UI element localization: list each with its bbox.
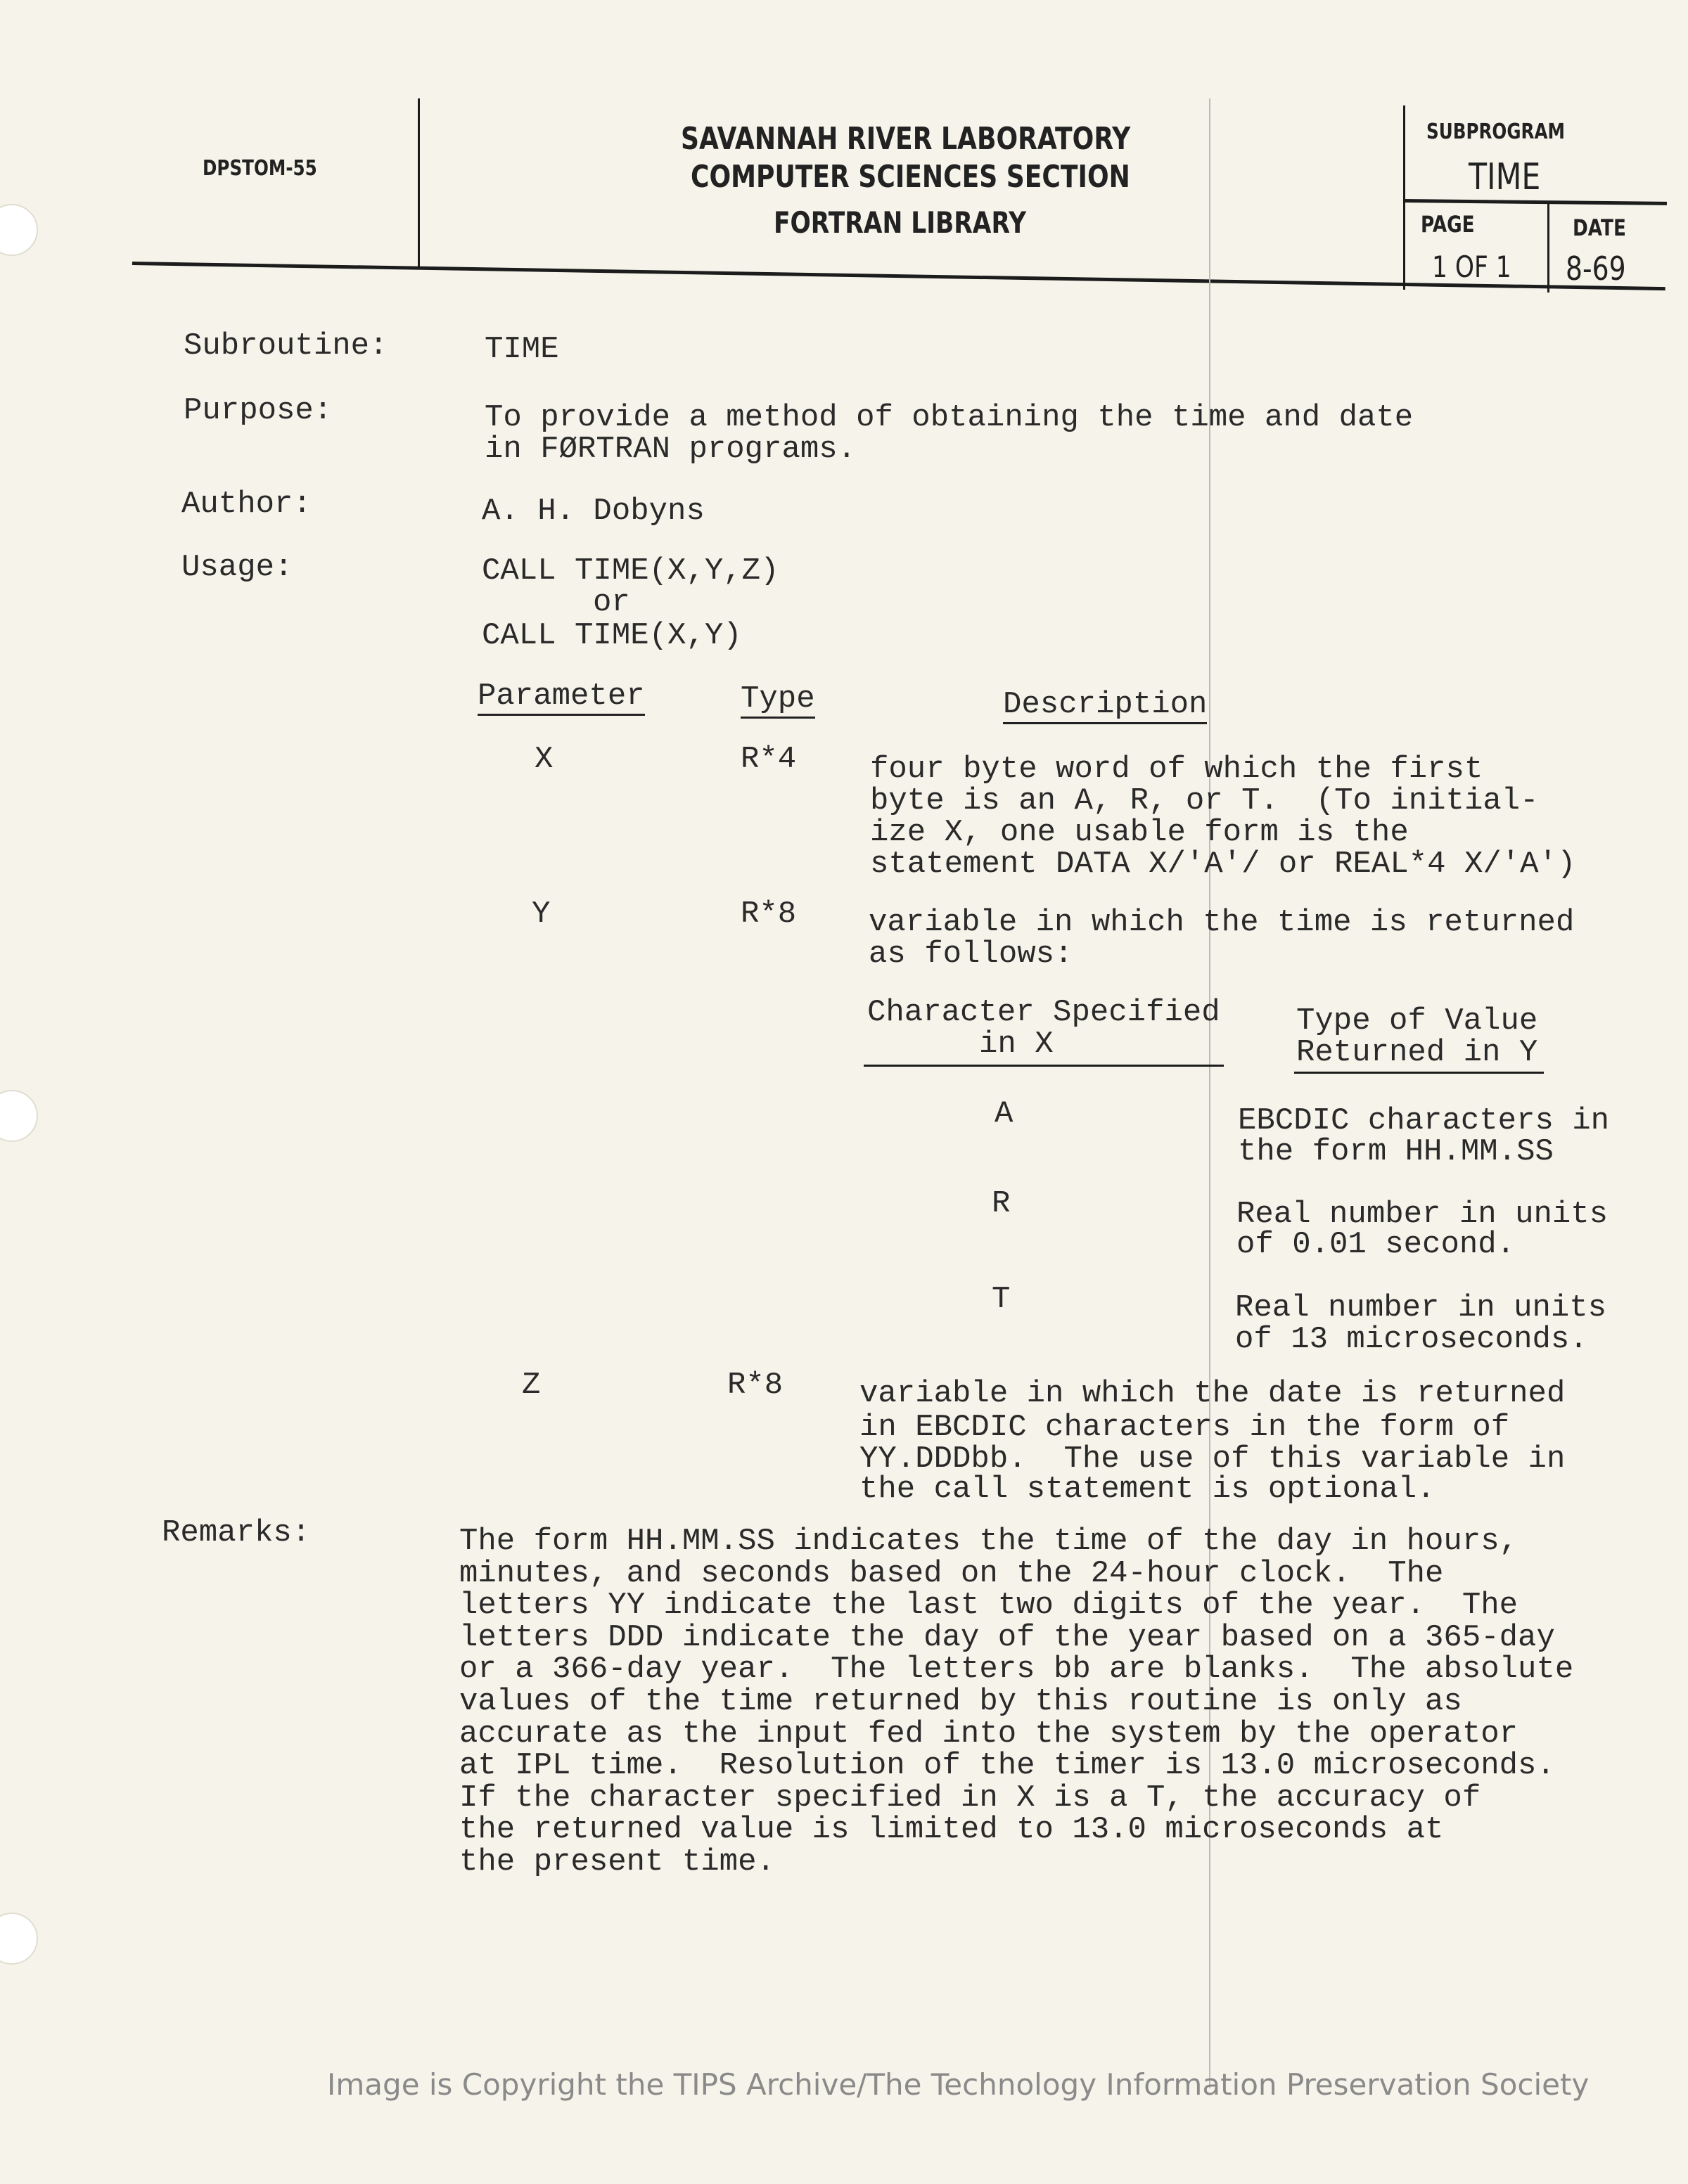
remarks-line: letters YY indicate the last two digits of the year. The (459, 1588, 1518, 1624)
value-desc: the form HH.MM.SS (1238, 1134, 1554, 1169)
remarks-line: If the character specified in X is a T, the accuracy of (459, 1780, 1481, 1816)
value-header: Returned in Y (1296, 1035, 1538, 1070)
param-desc: in EBCDIC characters in the form of (859, 1410, 1510, 1445)
date-label: DATE (1573, 214, 1626, 241)
param-name: X (535, 742, 554, 777)
value-desc: Real number in units (1236, 1197, 1609, 1232)
purpose-label: Purpose: (184, 393, 333, 428)
usage-call: CALL TIME(X,Y,Z) (482, 553, 779, 589)
punch-hole (0, 1913, 38, 1965)
org-line: FORTRAN LIBRARY (774, 205, 1027, 240)
divider (418, 98, 420, 269)
copyright-watermark: Image is Copyright the TIPS Archive/The Technology Information Preservation Society (327, 2067, 1590, 2102)
remarks-line: values of the time returned by this routine is only as (459, 1684, 1462, 1719)
divider (1403, 199, 1667, 205)
org-line: COMPUTER SCIENCES SECTION (691, 159, 1130, 195)
value-desc: of 0.01 second. (1236, 1227, 1516, 1262)
char-value: R (992, 1186, 1011, 1221)
remarks-line: The form HH.MM.SS indicates the time of the day in hours, (459, 1524, 1518, 1559)
remarks-line: accurate as the input fed into the system by the operator (459, 1716, 1518, 1752)
type-header: Type (741, 683, 815, 719)
subroutine-label: Subroutine: (184, 328, 388, 364)
remarks-line: the returned value is limited to 13.0 microseconds at (459, 1812, 1444, 1848)
description-header: Description (1003, 689, 1207, 724)
char-header: in X (979, 1027, 1054, 1062)
param-desc: YY.DDDbb. The use of this variable in (859, 1441, 1566, 1477)
subroutine-value: TIME (485, 332, 559, 367)
param-header: Parameter (478, 681, 645, 716)
param-desc: variable in which the date is returned (859, 1376, 1566, 1411)
param-desc: byte is an A, R, or T. (To initial- (870, 783, 1539, 818)
subprogram-value: TIME (1469, 156, 1541, 198)
subprogram-label: SUBPROGRAM (1426, 120, 1565, 144)
subtable-rule (864, 1065, 1224, 1067)
param-desc: variable in which the time is returned (869, 905, 1575, 940)
param-type: R*4 (741, 742, 797, 777)
page-label: PAGE (1421, 211, 1475, 238)
remarks-line: the present time. (459, 1844, 775, 1880)
value-desc: EBCDIC characters in (1238, 1103, 1610, 1138)
param-desc: four byte word of which the first (870, 752, 1483, 787)
param-desc: ize X, one usable form is the (870, 815, 1409, 850)
param-type: R*8 (727, 1368, 784, 1403)
usage-label: Usage: (181, 550, 293, 585)
remarks-line: or a 366-day year. The letters bb are blanks. The absolute (459, 1652, 1574, 1688)
org-line: SAVANNAH RIVER LABORATORY (681, 121, 1131, 157)
subtable-rule (1294, 1072, 1544, 1074)
remarks-line: letters DDD indicate the day of the year based on a 365-day (459, 1619, 1555, 1655)
divider (1547, 203, 1549, 293)
value-header: Type of Value (1296, 1003, 1538, 1039)
author-label: Author: (181, 487, 312, 522)
param-desc: as follows: (869, 937, 1073, 972)
doc-number: DPSTOM-55 (203, 156, 317, 181)
value-desc: of 13 microseconds. (1235, 1322, 1588, 1357)
divider (1403, 105, 1405, 290)
punch-hole (0, 1090, 38, 1142)
param-name: Z (522, 1368, 541, 1403)
param-type: R*8 (741, 897, 797, 932)
purpose-text: in FØRTRAN programs. (485, 432, 857, 467)
char-value: T (992, 1282, 1011, 1317)
purpose-text: To provide a method of obtaining the time and date (485, 400, 1414, 435)
page-value: 1 OF 1 (1432, 250, 1511, 284)
punch-hole (0, 204, 38, 256)
value-desc: Real number in units (1235, 1290, 1607, 1325)
date-value: 8-69 (1566, 250, 1626, 288)
remarks-line: at IPL time. Resolution of the timer is 13.0 microseconds. (459, 1748, 1555, 1784)
char-header: Character Specified (867, 995, 1220, 1030)
param-desc: the call statement is optional. (859, 1472, 1436, 1507)
remarks-label: Remarks: (162, 1515, 311, 1550)
param-name: Y (532, 897, 551, 932)
char-value: A (995, 1096, 1014, 1131)
remarks-line: minutes, and seconds based on the 24-hour clock. The (459, 1555, 1444, 1591)
usage-call: CALL TIME(X,Y) (482, 618, 742, 653)
usage-or: or (593, 585, 630, 620)
author-value: A. H. Dobyns (482, 494, 705, 529)
param-desc: statement DATA X/'A'/ or REAL*4 X/'A') (870, 847, 1576, 882)
